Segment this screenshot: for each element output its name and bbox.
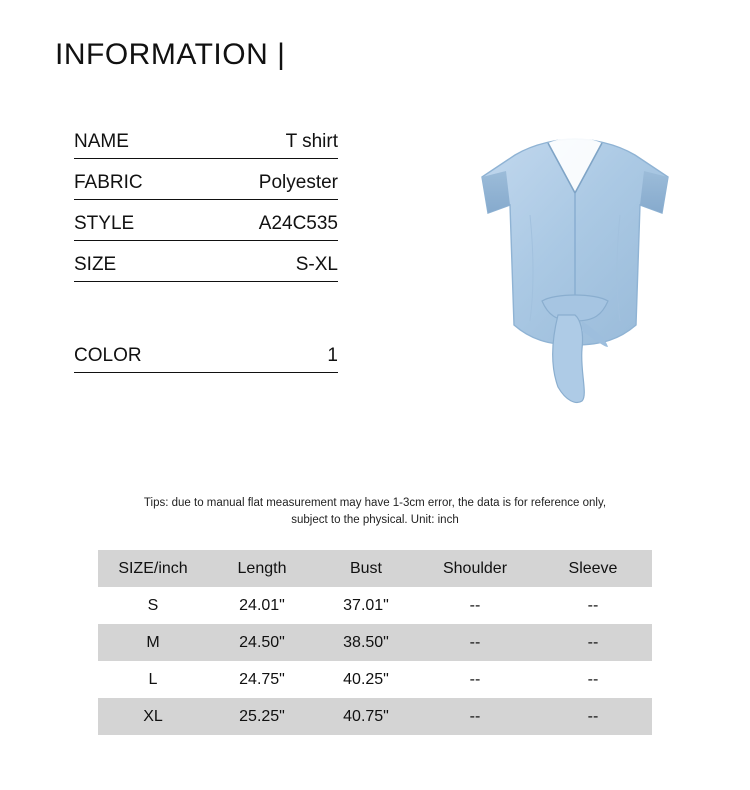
cell-bust: 40.75" bbox=[343, 707, 389, 725]
tips-line-2: subject to the physical. Unit: inch bbox=[291, 513, 459, 526]
cell-sleeve: -- bbox=[587, 633, 599, 651]
cell-length: 25.25" bbox=[239, 707, 285, 725]
cell-shoulder: -- bbox=[469, 633, 481, 651]
info-row-size bbox=[74, 241, 338, 282]
info-label: STYLE bbox=[74, 213, 135, 234]
info-label: NAME bbox=[74, 131, 129, 152]
info-row-style bbox=[74, 200, 338, 241]
info-value: S-XL bbox=[295, 254, 338, 275]
cell-shoulder: -- bbox=[469, 670, 481, 688]
cell-sleeve: -- bbox=[587, 670, 599, 688]
page-title: INFORMATION | bbox=[55, 38, 286, 71]
cell-shoulder: -- bbox=[469, 707, 481, 725]
info-label: SIZE bbox=[74, 254, 117, 275]
table-row bbox=[98, 587, 652, 624]
cell-length: 24.50" bbox=[239, 633, 285, 651]
cell-sleeve: -- bbox=[587, 596, 599, 614]
cell-bust: 38.50" bbox=[343, 633, 389, 651]
cell-bust: 37.01" bbox=[343, 596, 389, 614]
header-size: SIZE/inch bbox=[118, 559, 188, 577]
info-value: T shirt bbox=[285, 131, 338, 152]
header-length: Length bbox=[237, 559, 287, 577]
cell-length: 24.75" bbox=[239, 670, 285, 688]
cell-size: S bbox=[147, 596, 159, 614]
header-bust: Bust bbox=[349, 559, 382, 577]
cell-bust: 40.25" bbox=[343, 670, 389, 688]
table-row bbox=[98, 698, 652, 735]
tips-line-1: Tips: due to manual flat measurement may have 1-3cm error, the data is for reference only, bbox=[143, 497, 607, 509]
info-value: Polyester bbox=[258, 172, 338, 193]
measurement-tips bbox=[95, 495, 655, 528]
knot-tail bbox=[553, 315, 585, 402]
cell-size: L bbox=[148, 670, 158, 688]
size-chart-header-row bbox=[98, 550, 652, 587]
info-row-spacer bbox=[74, 282, 338, 332]
header-shoulder: Shoulder bbox=[442, 559, 508, 577]
cell-sleeve: -- bbox=[587, 707, 599, 725]
info-row-color bbox=[74, 332, 338, 373]
cell-shoulder: -- bbox=[469, 596, 481, 614]
info-value: 1 bbox=[327, 345, 338, 366]
cell-size: XL bbox=[143, 707, 163, 725]
cell-size: M bbox=[146, 633, 160, 651]
cell-length: 24.01" bbox=[239, 596, 285, 614]
info-row-fabric bbox=[74, 159, 338, 200]
size-chart-table bbox=[98, 550, 652, 735]
product-image bbox=[430, 125, 720, 425]
info-value: A24C535 bbox=[258, 213, 338, 234]
information-table bbox=[74, 118, 338, 373]
info-label: FABRIC bbox=[74, 172, 143, 193]
table-row bbox=[98, 624, 652, 661]
table-row bbox=[98, 661, 652, 698]
info-row-name bbox=[74, 118, 338, 159]
info-label: COLOR bbox=[74, 345, 142, 366]
header-sleeve: Sleeve bbox=[568, 559, 618, 577]
